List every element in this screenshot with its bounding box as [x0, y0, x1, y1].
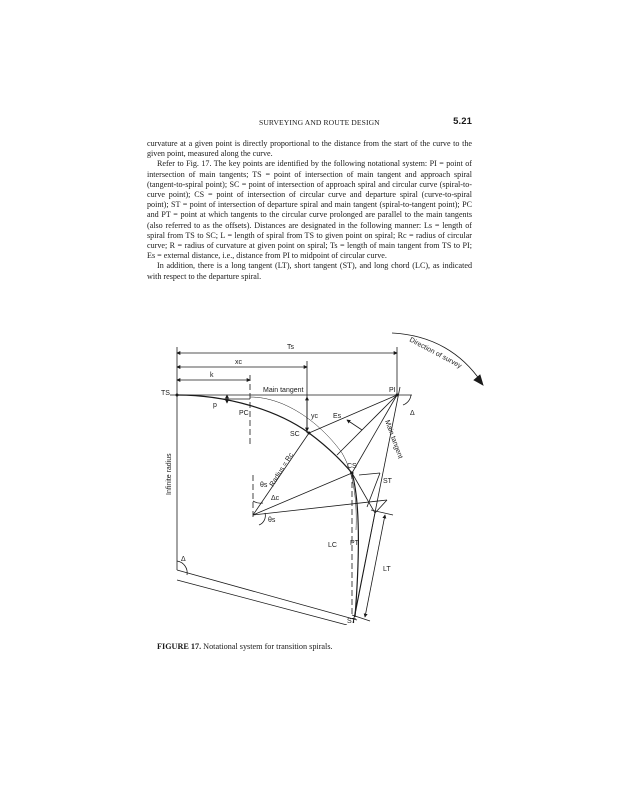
spiral-diagram: [147, 325, 487, 625]
label-yc: yc: [311, 413, 318, 420]
label-cs: CS: [347, 463, 357, 470]
paragraph-2: Refer to Fig. 17. The key points are identified by the following notational system: PI = point of intersection of main tangents; TS = point of intersection of main tangent and approach spiral (tangent-to-spiral point); SC = point of intersection of approach spiral and circular curve (spiral-to-curve point); CS = point of intersection of circular curve and departure spiral (curve-to-spiral point); ST = point of intersection of departure spiral and main tangent (spiral-to-tangent point); PC and PT = point at which tangents to the circular curve prolonged are parallel to the main tangents (also referred to as the offsets). Distances are designated in the following manner: Ls = length of spiral from TS to SC; L = length of spiral from TS to given point on spiral; Rc = radius of circular curve; R = radius of curvature at given point on spiral; Ts = length of main tangent from TS to PI; Es = external distance, i.e., distance from PI to midpoint of circular curve.: [147, 159, 472, 261]
page-number: 5.21: [453, 116, 472, 127]
label-pc: PC: [239, 410, 249, 417]
label-sc: SC: [290, 431, 300, 438]
label-main-tangent-2: Main tangent: [383, 419, 404, 460]
label-delta-right: Δ: [410, 410, 415, 417]
paragraph-3: In addition, there is a long tangent (LT), short tangent (ST), and long chord (LC), as indicated with respect to the departure spiral.: [147, 261, 472, 281]
label-theta-s2: θs: [268, 517, 276, 524]
label-pi: PI: [389, 387, 396, 394]
label-delta-c: Δc: [271, 495, 280, 502]
caption-text: Notational system for transition spirals.: [203, 642, 333, 651]
label-theta-s1: θs: [260, 482, 268, 489]
body-text: [147, 139, 472, 282]
label-direction-of-survey: Direction of survey: [408, 336, 463, 370]
lt-dimension: [365, 515, 385, 617]
paragraph-1: curvature at a given point is directly proportional to the distance from the start of the curve to the given point, measured along the curve.: [147, 139, 472, 159]
label-pt: PT: [350, 540, 359, 547]
label-st-end: ST: [347, 618, 356, 625]
running-title: SURVEYING AND ROUTE DESIGN: [259, 118, 380, 127]
label-infinite-radius: Infinite radius: [166, 453, 173, 495]
figure-caption: [157, 642, 477, 651]
page-header: [147, 116, 472, 130]
label-lc: LC: [328, 542, 337, 549]
label-k: k: [210, 372, 214, 379]
label-delta-left: Δ: [181, 556, 186, 563]
caption-label: FIGURE 17.: [157, 642, 202, 651]
label-lt: LT: [383, 566, 391, 573]
label-xc: xc: [235, 359, 242, 366]
label-es: Es: [333, 413, 342, 420]
label-radius: Radius = Rc: [268, 451, 296, 489]
label-main-tangent: Main tangent: [263, 387, 304, 394]
label-ts: TS: [161, 390, 170, 397]
label-p: p: [213, 402, 217, 409]
label-st-short: ST: [383, 478, 392, 485]
figure-17: [147, 325, 487, 625]
label-ts-dim: Ts: [287, 344, 294, 351]
